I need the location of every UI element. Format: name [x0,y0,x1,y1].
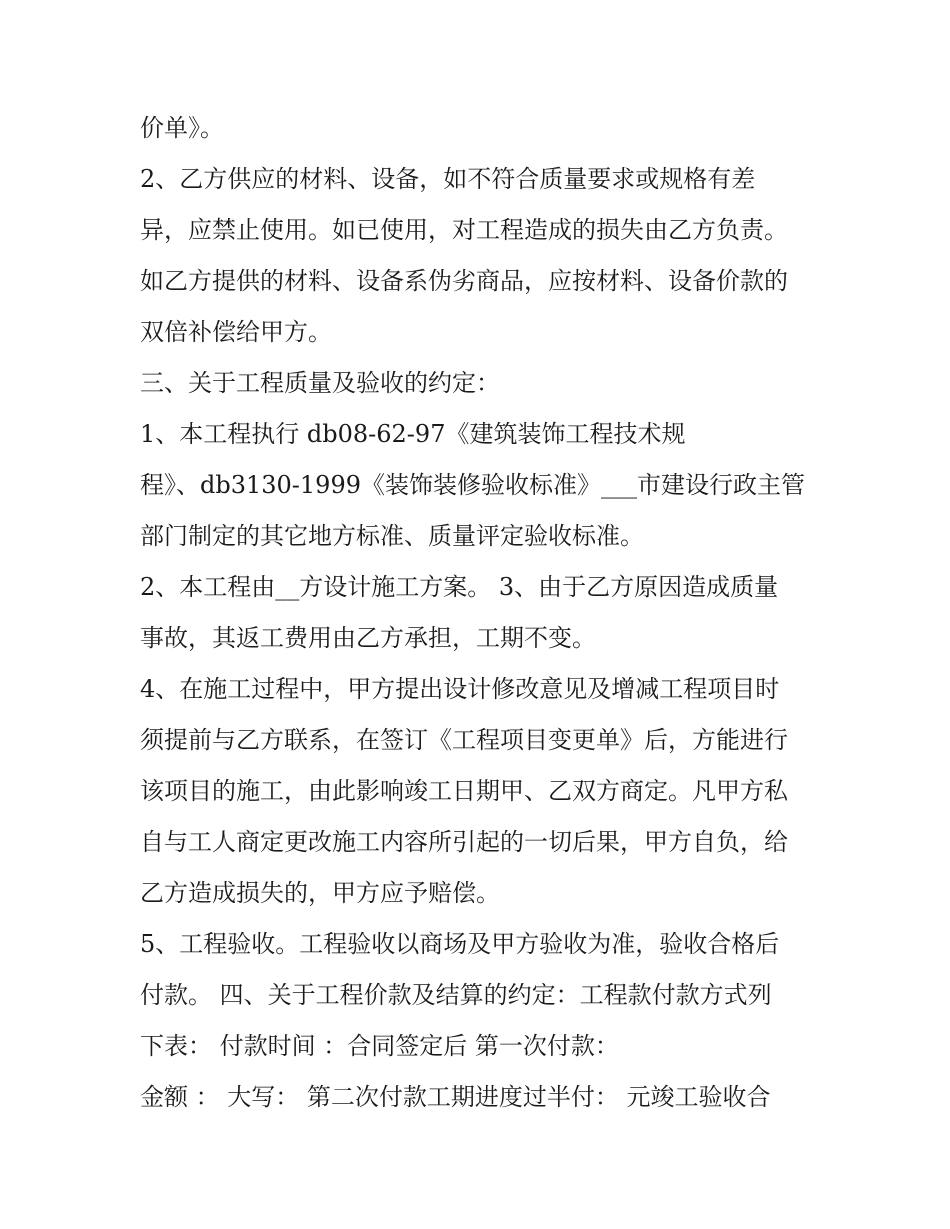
text-line: 金额 ： 大写： 第二次付款工期进度过半付： 元竣工验收合 [140,1083,771,1111]
text-line: 须提前与乙方联系，在签订《工程项目变更单》后，方能进行 [140,726,788,754]
text-line: 事故，其返工费用由乙方承担，工期不变。 [140,624,596,652]
text-line: 乙方造成损失的，甲方应予赔偿。 [140,879,500,907]
text-line: 4、在施工过程中，甲方提出设计修改意见及增减工程项目时 [140,675,780,703]
text-line: 2、乙方供应的材料、设备，如不符合质量要求或规格有差 [140,165,756,193]
text-line: 1、本工程执行 db08-62-97《建筑装饰工程技术规 [140,420,686,448]
text-line: 下表： 付款时间 ：合同签定后 第一次付款： [140,1032,619,1060]
text-line: 双倍补偿给甲方。 [140,318,332,346]
text-line: 付款。 四、关于工程价款及结算的约定：工程款付款方式列 [140,981,772,1009]
text-line: 如乙方提供的材料、设备系伪劣商品，应按材料、设备价款的 [140,267,788,295]
text-line: 部门制定的其它地方标准、质量评定验收标准。 [140,522,644,550]
text-line: 异，应禁止使用。如已使用，对工程造成的损失由乙方负责。 [140,216,788,244]
text-line: 2、本工程由__方设计施工方案。 3、由于乙方原因造成质量 [140,573,779,601]
contract-text [140,103,820,1123]
section-heading: 三、关于工程质量及验收的约定： [140,369,500,397]
text-line: 价单》。 [140,114,224,142]
text-line: 该项目的施工，由此影响竣工日期甲、乙双方商定。凡甲方私 [140,777,788,805]
text-line: 自与工人商定更改施工内容所引起的一切后果，甲方自负，给 [140,828,788,856]
text-line: 程》、db3130-1999《装饰装修验收标准》___市建设行政主管 [140,471,805,499]
text-line: 5、工程验收。工程验收以商场及甲方验收为准，验收合格后 [140,930,780,958]
